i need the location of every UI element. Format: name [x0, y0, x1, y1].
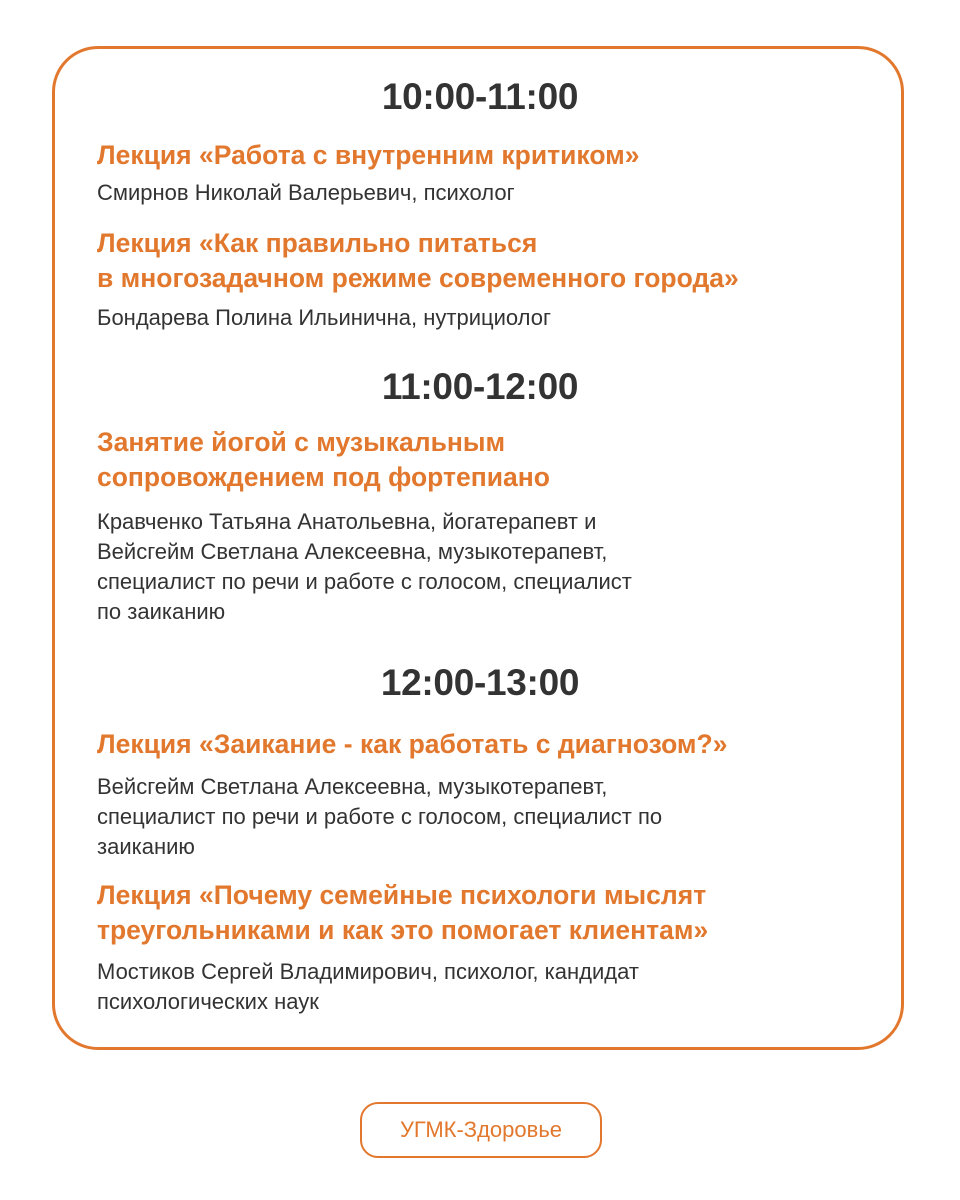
time-slot-heading: 12:00-13:00: [380, 662, 580, 703]
event-speaker: Вейсгейм Светлана Алексеевна, музыкотерапевт,: [97, 539, 608, 564]
event-speaker: заиканию: [97, 834, 195, 859]
time-slot-heading: 10:00-11:00: [381, 76, 579, 117]
event-title: Лекция «Как правильно питаться: [97, 228, 538, 258]
event-speaker: Смирнов Николай Валерьевич, психолог: [97, 180, 515, 205]
event-speaker: Кравченко Татьяна Анатольевна, йогатерапевт и: [97, 509, 597, 534]
event-speaker: по заиканию: [97, 599, 226, 624]
event-speaker: Мостиков Сергей Владимирович, психолог, кандидат: [97, 959, 639, 984]
event-title: Лекция «Работа с внутренним критиком»: [97, 140, 640, 170]
event-title: в многозадачном режиме современного города»: [97, 263, 739, 293]
event-speaker: Бондарева Полина Ильинична, нутрициолог: [97, 305, 551, 330]
event-speaker: специалист по речи и работе с голосом, специалист по: [97, 804, 663, 829]
event-speaker: Вейсгейм Светлана Алексеевна, музыкотерапевт,: [97, 774, 608, 799]
brand-badge: [360, 1102, 602, 1158]
event-title: Лекция «Почему семейные психологи мыслят: [97, 880, 707, 910]
event-title: Лекция «Заикание - как работать с диагнозом?»: [97, 729, 728, 759]
event-speaker: психологических наук: [97, 989, 319, 1014]
event-speaker: специалист по речи и работе с голосом, специалист: [97, 569, 632, 594]
event-title: треугольниками и как это помогает клиентам»: [97, 915, 709, 945]
event-title: сопровождением под фортепиано: [97, 462, 550, 492]
event-title: Занятие йогой с музыкальным: [97, 427, 506, 457]
brand-label: УГМК-Здоровье: [399, 1117, 563, 1142]
time-slot-heading: 11:00-12:00: [381, 366, 579, 407]
